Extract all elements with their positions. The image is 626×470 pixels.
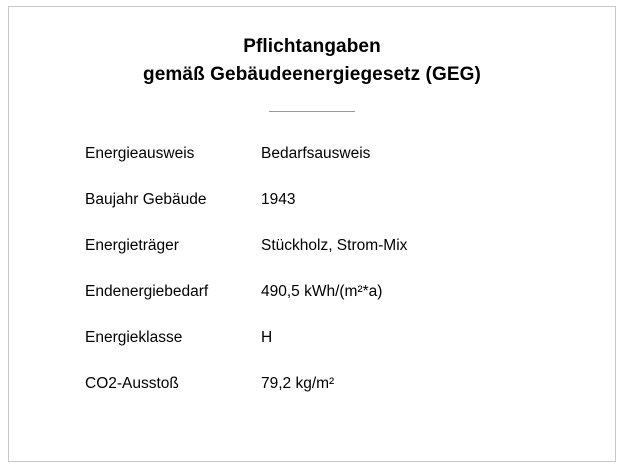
list-item [85,190,615,236]
spec-label-energieklasse: Energieklasse [85,329,183,346]
page-title-line-1: Pflichtangaben [243,36,381,57]
spec-value-co2-ausstoss: 79,2 kg/m² [261,375,335,392]
spec-value-energieausweis: Bedarfsausweis [261,145,371,162]
spec-label-energietraeger: Energieträger [85,237,179,254]
title-divider [269,111,355,112]
spec-value-energieklasse: H [261,329,273,346]
list-item [85,328,615,374]
list-item [85,144,615,190]
spec-value-baujahr-gebaeude: 1943 [261,191,296,208]
spec-value-energietraeger: Stückholz, Strom-Mix [261,237,408,254]
title-divider-wrapper [9,111,615,112]
list-item [85,282,615,328]
spec-label-co2-ausstoss: CO2-Ausstoß [85,375,179,392]
spec-value-endenergiebedarf: 490,5 kWh/(m²*a) [261,283,383,300]
spec-label-endenergiebedarf: Endenergiebedarf [85,283,209,300]
list-item [85,236,615,282]
page-title-line-2: gemäß Gebäudeenergiegesetz (GEG) [143,64,481,85]
geg-info-card [8,6,616,462]
specification-list [9,144,615,420]
spec-label-baujahr-gebaeude: Baujahr Gebäude [85,191,207,208]
page-title [9,7,615,89]
spec-label-energieausweis: Energieausweis [85,145,195,162]
list-item [85,374,615,420]
